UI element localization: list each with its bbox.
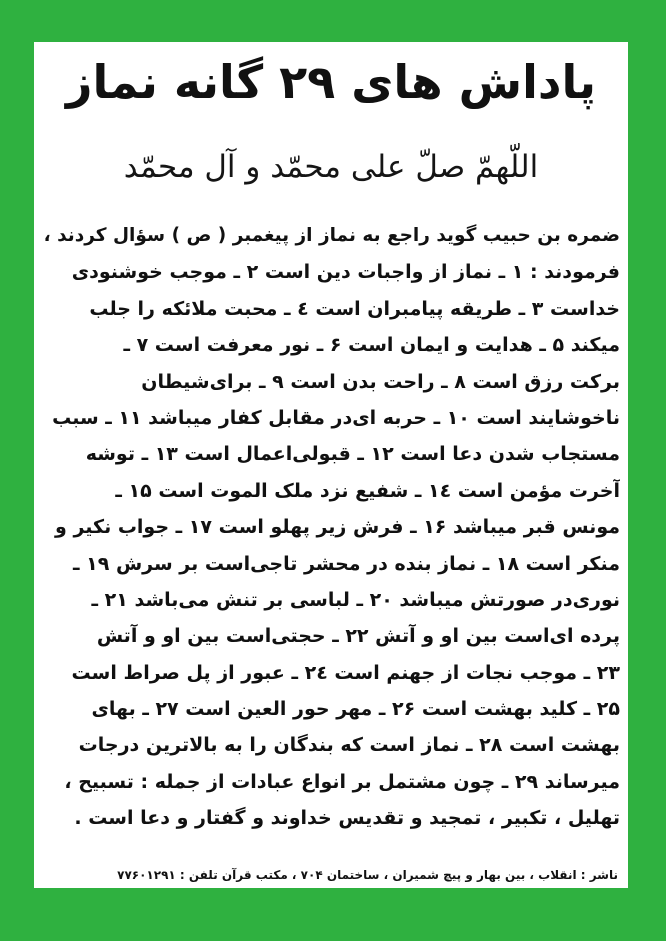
body-line: منکر است ۱۸ ـ نماز بنده در محشر تاجی‌است بر سرش ۱۹ ـ	[73, 552, 620, 575]
body-line: برکت رزق است ۸ ـ راحت بدن است ۹ ـ برای‌شیطان	[141, 370, 620, 393]
body-line: تهلیل ، تکبیر ، تمجید و تقدیس خداوند و گفتار و دعا است .	[74, 807, 620, 830]
body-line: نوری‌در صورتش میباشد ۲۰ ـ لباسی بر تنش می‌باشد ۲۱ ـ	[91, 588, 620, 611]
body-line: آخرت مؤمن است ۱٤ ـ شفیع نزد ملک الموت است ۱۵ ـ	[115, 479, 620, 502]
body-line: ضمره بن حبیب گوید راجع به نماز از پیغمبر ( ص ) سؤال کردند ،	[43, 225, 620, 246]
salawat-calligraphy: اللّهمّ صلّ علی محمّد و آل محمّد	[123, 149, 539, 185]
body-line: ۲۵ ـ کلید بهشت است ۲۶ ـ مهر حور العین است ۲۷ ـ بهای	[91, 698, 620, 721]
card-title: پاداش های ۲۹ گانه نماز	[66, 55, 596, 109]
card-body-text	[42, 218, 620, 837]
body-line: میرساند ۲۹ ـ چون مشتمل بر انواع عبادات از جمله : تسبیح ،	[64, 770, 620, 793]
body-line: پرده ای‌است بین او و آتش ۲۲ ـ حجتی‌است بین او و آتش	[96, 625, 620, 648]
body-line: مونس قبر میباشد ۱۶ ـ فرش زیر پهلو است ۱۷ ـ جواب نکیر و	[55, 516, 620, 539]
body-line: بهشت‌ است ۲۸ ـ نماز است که بندگان را به بالاترین درجات	[78, 734, 620, 757]
body-line: فرمودند : ۱ ـ نماز از واجبات دین است ۲ ـ موجب خوشنودی	[71, 261, 620, 284]
body-line: خداست ۳ ـ طریقه پیامبران است ٤ ـ محبت ملائکه را جلب	[89, 297, 620, 320]
body-line: ۲۳ ـ موجب نجات از جهنم است ۲٤ ـ عبور از پل صراط است	[71, 661, 620, 684]
body-line: مستجاب شدن دعا است ۱۲ ـ قبولی‌اعمال است ۱۳ ـ توشه	[85, 443, 620, 466]
body-line: ناخوشایند است ۱۰ ـ حربه ای‌در مقابل کفار میباشد ۱۱ ـ سبب	[52, 406, 620, 429]
body-line: میکند ۵ ـ هدایت و ایمان است ۶ ـ نور معرفت است ۷ ـ	[123, 334, 620, 357]
prayer-card-paper	[34, 42, 628, 888]
publisher-footer: ناشر : انقلاب ، بین بهار و پیچ شمیران ، ساختمان ۷۰۴ ، مکتب قرآن تلفن : ۷۷۶۰۱۲۹۱	[117, 868, 618, 882]
